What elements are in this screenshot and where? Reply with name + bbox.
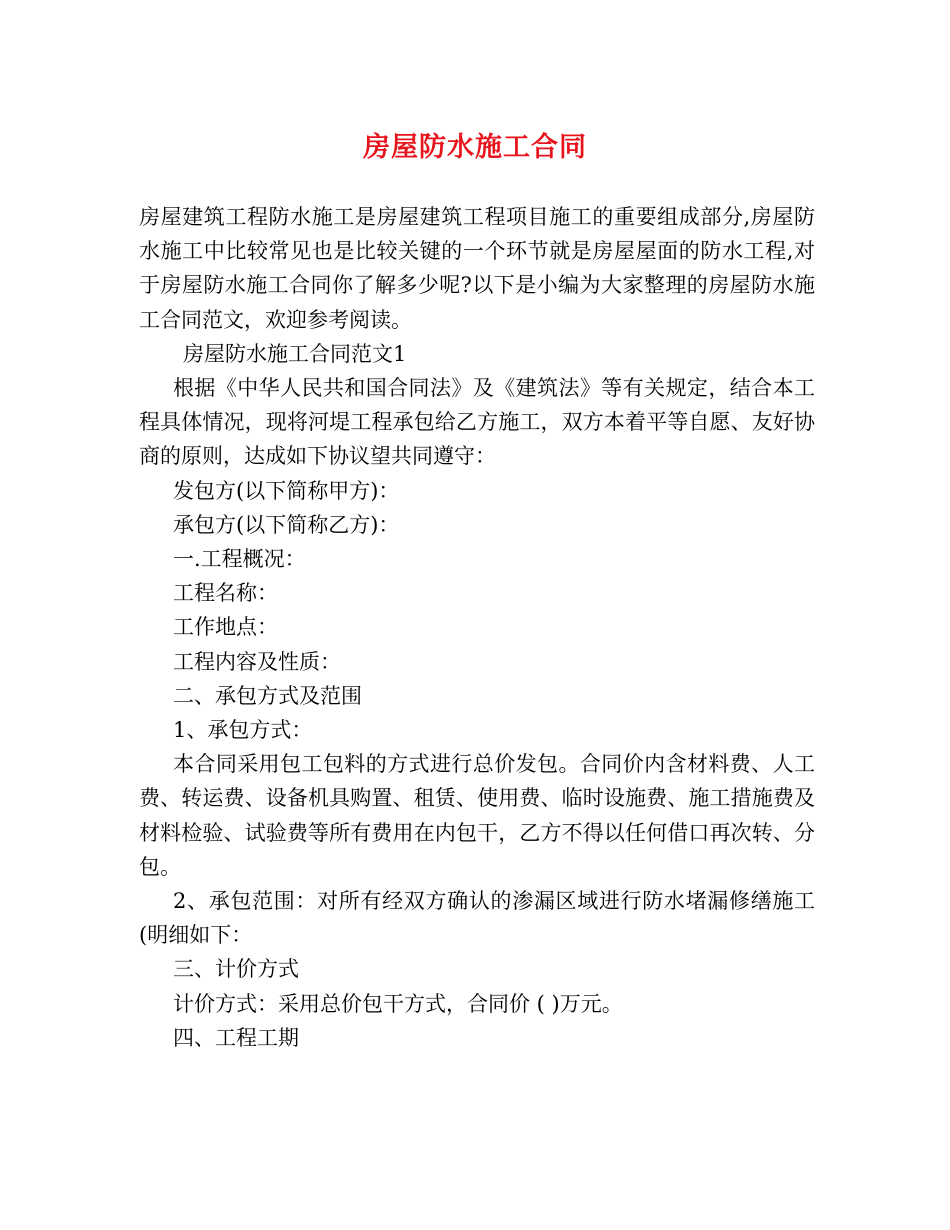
section-2-item-1: 1、承包方式： bbox=[173, 718, 313, 743]
document-body bbox=[139, 200, 815, 1055]
section-2-item-2-text: 2、承包范围：对所有经双方确认的渗漏区域进行防水堵漏修缮施工(明细如下： bbox=[139, 889, 815, 948]
section-1-heading: 一.工程概况： bbox=[173, 547, 306, 572]
intro-paragraph: 房屋建筑工程防水施工是房屋建筑工程项目施工的重要组成部分,房屋防水施工中比较常见也是比较关键的一个环节就是房屋屋面的防水工程,对于房屋防水施工合同你了解多少呢?以下是小编为大家整理的房屋防水施工合同范文，欢迎参考阅读。 bbox=[139, 205, 815, 332]
work-location-line: 工作地点： bbox=[173, 615, 278, 640]
basis-paragraph: 根据《中华人民共和国合同法》及《建筑法》等有关规定，结合本工程具体情况，现将河堤工程承包给乙方施工，双方本着平等自愿、友好协商的原则，达成如下协议望共同遵守： bbox=[139, 376, 815, 469]
party-a-line: 发包方(以下简称甲方)： bbox=[173, 478, 400, 503]
project-content-line: 工程内容及性质： bbox=[173, 649, 341, 674]
section-3-text: 计价方式：采用总价包干方式，合同价 ( )万元。 bbox=[173, 991, 623, 1016]
section-2-heading: 二、承包方式及范围 bbox=[173, 683, 362, 708]
section-3-heading: 三、计价方式 bbox=[173, 957, 299, 982]
sample-heading: 房屋防水施工合同范文1 bbox=[183, 341, 407, 366]
section-4-heading: 四、工程工期 bbox=[173, 1025, 299, 1050]
section-2-item-1-text: 本合同采用包工包料的方式进行总价发包。合同价内含材料费、人工费、转运费、设备机具购置、租赁、使用费、临时设施费、施工措施费及材料检验、试验费等所有费用在内包干，乙方不得以任何借口再次转、分包。 bbox=[139, 752, 815, 879]
project-name-line: 工程名称： bbox=[173, 581, 278, 606]
document-title: 房屋防水施工合同 bbox=[363, 132, 587, 163]
party-b-line: 承包方(以下简称乙方)： bbox=[173, 512, 400, 537]
